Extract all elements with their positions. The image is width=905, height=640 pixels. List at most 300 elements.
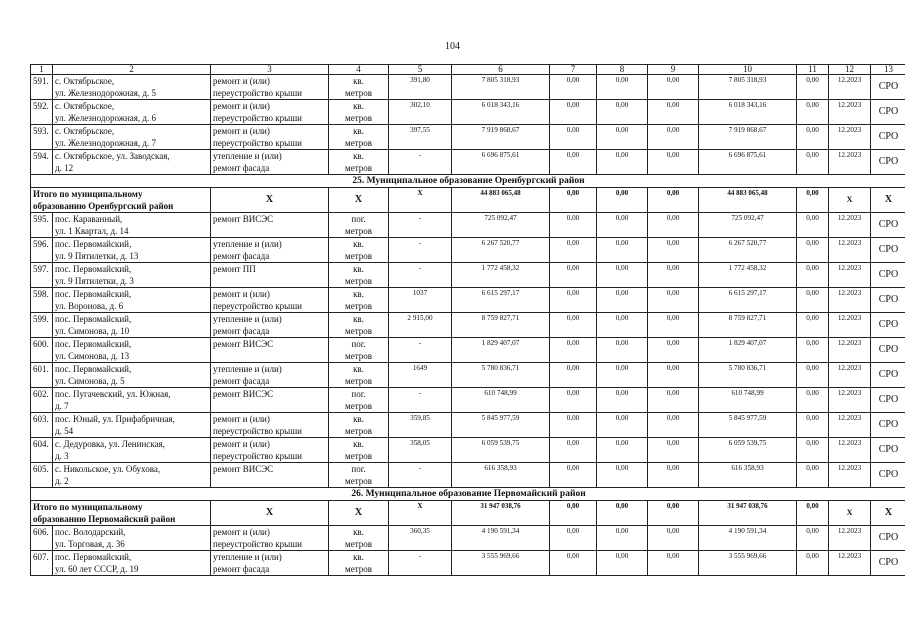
section-title-row <box>31 175 905 188</box>
table-row <box>31 125 905 150</box>
fund-col11-cell: 0,00 <box>797 338 829 363</box>
total-cost-cell: 4 190 591,34 <box>452 526 550 551</box>
method-cell: СРО <box>871 263 905 288</box>
table-row <box>31 551 905 576</box>
x-mark: X <box>329 501 389 526</box>
x-mark: X <box>329 188 389 213</box>
section-col10: 44 883 065,48 <box>699 188 797 213</box>
address-cell-line: д. 12 <box>55 163 74 173</box>
work-type-cell <box>211 338 329 363</box>
unit-cell <box>329 75 389 100</box>
total-cost-cell: 610 748,99 <box>452 388 550 413</box>
completion-date-cell: 12.2023 <box>829 338 871 363</box>
address-cell <box>53 263 211 288</box>
fund-col7-cell: 0,00 <box>550 288 597 313</box>
table-row <box>31 288 905 313</box>
x-mark: X <box>389 501 452 526</box>
unit-cell-line: кв. <box>353 289 364 299</box>
address-cell <box>53 338 211 363</box>
work-type-cell <box>211 413 329 438</box>
unit-cell <box>329 438 389 463</box>
x-mark: X <box>211 501 329 526</box>
total-cost-cell: 616 358,93 <box>452 463 550 488</box>
section-col9: 0,00 <box>648 188 699 213</box>
address-cell-line: пос. Первомайский, <box>55 364 132 374</box>
table-row <box>31 313 905 338</box>
address-cell-line: пос. Юный, ул. Прифабричная, <box>55 414 175 424</box>
work-type-cell-line: переустройство крыши <box>213 301 302 311</box>
column-number-header: 12 <box>829 65 871 75</box>
unit-cell-line: пог. <box>351 464 366 474</box>
fund-col11-cell: 0,00 <box>797 551 829 576</box>
unit-cell <box>329 100 389 125</box>
work-type-cell-line: ремонт и (или) <box>213 76 270 86</box>
work-type-cell <box>211 263 329 288</box>
section-total-cost: 44 883 065,48 <box>452 188 550 213</box>
method-cell: СРО <box>871 338 905 363</box>
method-cell: СРО <box>871 413 905 438</box>
fund-col7-cell: 0,00 <box>550 413 597 438</box>
address-cell-line: ул. Симонова, д. 5 <box>55 376 125 386</box>
unit-cell-line: кв. <box>353 126 364 136</box>
work-type-cell-line: утепление и (или) <box>213 552 282 562</box>
unit-cell <box>329 363 389 388</box>
address-cell-line: пос. Первомайский, <box>55 289 132 299</box>
fund-col8-cell: 0,00 <box>597 413 648 438</box>
method-cell: СРО <box>871 100 905 125</box>
unit-cell-line: пог. <box>351 389 366 399</box>
unit-cell <box>329 150 389 175</box>
table-row <box>31 526 905 551</box>
unit-cell <box>329 263 389 288</box>
fund-col9-cell: 0,00 <box>648 150 699 175</box>
address-cell-line: ул. Железнодорожная, д. 6 <box>55 113 157 123</box>
address-cell-line: пос. Первомайский, <box>55 339 132 349</box>
fund-col10-cell: 6 267 520,77 <box>699 238 797 263</box>
work-type-cell-line: утепление и (или) <box>213 239 282 249</box>
fund-col9-cell: 0,00 <box>648 463 699 488</box>
fund-col8-cell: 0,00 <box>597 125 648 150</box>
fund-col10-cell: 1 829 407,07 <box>699 338 797 363</box>
table-row <box>31 438 905 463</box>
quantity-cell: 1649 <box>389 363 452 388</box>
fund-col9-cell: 0,00 <box>648 526 699 551</box>
address-cell <box>53 388 211 413</box>
fund-col8-cell: 0,00 <box>597 100 648 125</box>
work-type-cell <box>211 551 329 576</box>
unit-cell-line: кв. <box>353 527 364 537</box>
fund-col9-cell: 0,00 <box>648 388 699 413</box>
fund-col11-cell: 0,00 <box>797 388 829 413</box>
unit-cell-line: кв. <box>353 314 364 324</box>
fund-col8-cell: 0,00 <box>597 313 648 338</box>
unit-cell-line: кв. <box>353 439 364 449</box>
method-cell: СРО <box>871 75 905 100</box>
unit-cell-line: метров <box>345 351 372 361</box>
fund-col8-cell: 0,00 <box>597 75 648 100</box>
fund-col10-cell: 7 805 318,93 <box>699 75 797 100</box>
row-number: 603. <box>31 413 53 438</box>
address-cell-line: пос. Первомайский, <box>55 264 132 274</box>
row-number: 604. <box>31 438 53 463</box>
address-cell <box>53 413 211 438</box>
work-type-cell <box>211 213 329 238</box>
address-cell-line: пос. Первомайский, <box>55 314 132 324</box>
unit-cell-line: метров <box>345 564 372 574</box>
fund-col7-cell: 0,00 <box>550 75 597 100</box>
section-col7: 0,00 <box>550 188 597 213</box>
total-cost-cell: 8 759 827,71 <box>452 313 550 338</box>
method-cell: СРО <box>871 150 905 175</box>
work-type-cell-line: переустройство крыши <box>213 113 302 123</box>
unit-cell-line: кв. <box>353 264 364 274</box>
work-type-cell-line: ремонт и (или) <box>213 126 270 136</box>
section-col9: 0,00 <box>648 501 699 526</box>
address-cell-line: ул. 9 Пятилетки, д. 3 <box>55 276 134 286</box>
completion-date-cell: 12.2023 <box>829 313 871 338</box>
completion-date-cell: 12.2023 <box>829 213 871 238</box>
address-cell <box>53 75 211 100</box>
work-type-cell-line: переустройство крыши <box>213 88 302 98</box>
quantity-cell: 358,05 <box>389 438 452 463</box>
work-type-cell-line: ремонт фасада <box>213 163 270 173</box>
table-row <box>31 463 905 488</box>
column-number-header: 11 <box>797 65 829 75</box>
work-type-cell-line: переустройство крыши <box>213 426 302 436</box>
work-type-cell-line: ремонт фасада <box>213 251 270 261</box>
unit-cell-line: метров <box>345 451 372 461</box>
unit-cell-line: метров <box>345 401 372 411</box>
unit-cell-line: метров <box>345 539 372 549</box>
address-cell-line: д. 54 <box>55 426 74 436</box>
unit-cell <box>329 551 389 576</box>
work-type-cell-line: ремонт фасада <box>213 326 270 336</box>
fund-col8-cell: 0,00 <box>597 288 648 313</box>
address-cell-line: пос. Володарский, <box>55 527 126 537</box>
unit-cell-line: метров <box>345 113 372 123</box>
unit-cell-line: пог. <box>351 339 366 349</box>
row-number: 606. <box>31 526 53 551</box>
unit-cell-line: метров <box>345 163 372 173</box>
fund-col8-cell: 0,00 <box>597 213 648 238</box>
fund-col11-cell: 0,00 <box>797 150 829 175</box>
section-col10: 31 947 038,76 <box>699 501 797 526</box>
total-label-line: Итого по муниципальному <box>33 502 143 512</box>
completion-date-cell: 12.2023 <box>829 438 871 463</box>
column-number-header: 7 <box>550 65 597 75</box>
capital-repair-table <box>30 64 905 576</box>
work-type-cell-line: ремонт фасада <box>213 564 270 574</box>
work-type-cell-line: утепление и (или) <box>213 151 282 161</box>
method-cell: СРО <box>871 213 905 238</box>
total-label <box>31 188 211 213</box>
method-cell: СРО <box>871 438 905 463</box>
unit-cell-line: метров <box>345 226 372 236</box>
row-number: 593. <box>31 125 53 150</box>
work-type-cell <box>211 288 329 313</box>
address-cell <box>53 463 211 488</box>
unit-cell-line: метров <box>345 376 372 386</box>
fund-col11-cell: 0,00 <box>797 413 829 438</box>
work-type-cell-line: ремонт и (или) <box>213 439 270 449</box>
work-type-cell <box>211 438 329 463</box>
column-number-row <box>31 65 905 75</box>
address-cell-line: с. Никольское, ул. Обухова, <box>55 464 161 474</box>
quantity-cell: 391,80 <box>389 75 452 100</box>
method-cell: СРО <box>871 363 905 388</box>
address-cell-line: ул. 9 Пятилетки, д. 13 <box>55 251 139 261</box>
section-col8: 0,00 <box>597 188 648 213</box>
fund-col7-cell: 0,00 <box>550 438 597 463</box>
work-type-cell <box>211 388 329 413</box>
total-label <box>31 501 211 526</box>
fund-col9-cell: 0,00 <box>648 313 699 338</box>
total-cost-cell: 6 018 343,16 <box>452 100 550 125</box>
method-cell: СРО <box>871 313 905 338</box>
method-cell: СРО <box>871 526 905 551</box>
work-type-cell <box>211 313 329 338</box>
fund-col7-cell: 0,00 <box>550 125 597 150</box>
completion-date-cell: 12.2023 <box>829 388 871 413</box>
section-total-cost: 31 947 038,76 <box>452 501 550 526</box>
fund-col7-cell: 0,00 <box>550 551 597 576</box>
column-number-header: 6 <box>452 65 550 75</box>
work-type-cell-line: ремонт и (или) <box>213 414 270 424</box>
total-cost-cell: 7 919 868,67 <box>452 125 550 150</box>
fund-col11-cell: 0,00 <box>797 463 829 488</box>
unit-cell <box>329 238 389 263</box>
table-row <box>31 263 905 288</box>
unit-cell-line: метров <box>345 276 372 286</box>
fund-col7-cell: 0,00 <box>550 463 597 488</box>
fund-col10-cell: 610 748,99 <box>699 388 797 413</box>
fund-col9-cell: 0,00 <box>648 213 699 238</box>
total-cost-cell: 7 805 318,93 <box>452 75 550 100</box>
fund-col9-cell: 0,00 <box>648 75 699 100</box>
fund-col8-cell: 0,00 <box>597 388 648 413</box>
quantity-cell: 397,55 <box>389 125 452 150</box>
fund-col9-cell: 0,00 <box>648 238 699 263</box>
row-number: 598. <box>31 288 53 313</box>
unit-cell-line: метров <box>345 251 372 261</box>
unit-cell <box>329 526 389 551</box>
row-number: 592. <box>31 100 53 125</box>
table-row <box>31 238 905 263</box>
address-cell <box>53 288 211 313</box>
work-type-cell-line: переустройство крыши <box>213 539 302 549</box>
address-cell-line: с. Октябрьское, <box>55 101 115 111</box>
row-number: 605. <box>31 463 53 488</box>
completion-date-cell: 12.2023 <box>829 526 871 551</box>
method-cell: СРО <box>871 238 905 263</box>
quantity-cell: - <box>389 150 452 175</box>
completion-date-cell: 12.2023 <box>829 288 871 313</box>
section-title: 26. Муниципальное образование Первомайский район <box>31 488 905 501</box>
quantity-cell: 359,85 <box>389 413 452 438</box>
section-title-row <box>31 488 905 501</box>
unit-cell-line: кв. <box>353 76 364 86</box>
table-row <box>31 388 905 413</box>
total-cost-cell: 6 615 297,17 <box>452 288 550 313</box>
address-cell-line: пос. Первомайский, <box>55 552 132 562</box>
quantity-cell: - <box>389 463 452 488</box>
work-type-cell-line: утепление и (или) <box>213 314 282 324</box>
unit-cell <box>329 463 389 488</box>
table-row <box>31 363 905 388</box>
fund-col11-cell: 0,00 <box>797 213 829 238</box>
address-cell <box>53 438 211 463</box>
completion-date-cell: 12.2023 <box>829 263 871 288</box>
fund-col9-cell: 0,00 <box>648 438 699 463</box>
total-label-line: Итого по муниципальному <box>33 189 143 199</box>
address-cell-line: с. Октябрьское, ул. Заводская, <box>55 151 170 161</box>
work-type-cell-line: ремонт фасада <box>213 376 270 386</box>
fund-col10-cell: 7 919 868,67 <box>699 125 797 150</box>
fund-col9-cell: 0,00 <box>648 551 699 576</box>
fund-col8-cell: 0,00 <box>597 363 648 388</box>
fund-col10-cell: 725 092,47 <box>699 213 797 238</box>
completion-date-cell: 12.2023 <box>829 100 871 125</box>
unit-cell-line: кв. <box>353 414 364 424</box>
column-number-header: 2 <box>53 65 211 75</box>
completion-date-cell: 12.2023 <box>829 150 871 175</box>
address-cell <box>53 363 211 388</box>
row-number: 600. <box>31 338 53 363</box>
total-cost-cell: 6 267 520,77 <box>452 238 550 263</box>
table-body <box>31 65 905 576</box>
fund-col10-cell: 6 018 343,16 <box>699 100 797 125</box>
completion-date-cell: 12.2023 <box>829 551 871 576</box>
fund-col7-cell: 0,00 <box>550 100 597 125</box>
method-cell: СРО <box>871 551 905 576</box>
fund-col10-cell: 6 696 875,61 <box>699 150 797 175</box>
table-row <box>31 150 905 175</box>
fund-col11-cell: 0,00 <box>797 438 829 463</box>
unit-cell-line: метров <box>345 426 372 436</box>
quantity-cell: - <box>389 551 452 576</box>
fund-col9-cell: 0,00 <box>648 288 699 313</box>
quantity-cell: 360,35 <box>389 526 452 551</box>
fund-col7-cell: 0,00 <box>550 213 597 238</box>
completion-date-cell: 12.2023 <box>829 363 871 388</box>
section-col8: 0,00 <box>597 501 648 526</box>
completion-date-cell: 12.2023 <box>829 238 871 263</box>
work-type-cell-line: переустройство крыши <box>213 451 302 461</box>
fund-col11-cell: 0,00 <box>797 288 829 313</box>
x-mark: X <box>871 188 905 213</box>
address-cell-line: д. 7 <box>55 401 69 411</box>
address-cell-line: д. 3 <box>55 451 69 461</box>
unit-cell-line: кв. <box>353 364 364 374</box>
fund-col10-cell: 5 845 977,59 <box>699 413 797 438</box>
row-number: 595. <box>31 213 53 238</box>
address-cell-line: пос. Пугачевский, ул. Южная, <box>55 389 171 399</box>
address-cell-line: ул. Воронова, д. 6 <box>55 301 124 311</box>
work-type-cell <box>211 75 329 100</box>
section-total-row <box>31 188 905 213</box>
fund-col9-cell: 0,00 <box>648 413 699 438</box>
address-cell <box>53 100 211 125</box>
fund-col8-cell: 0,00 <box>597 551 648 576</box>
row-number: 601. <box>31 363 53 388</box>
unit-cell <box>329 213 389 238</box>
table-row <box>31 100 905 125</box>
fund-col11-cell: 0,00 <box>797 100 829 125</box>
page-number: 104 <box>445 41 460 52</box>
fund-col11-cell: 0,00 <box>797 526 829 551</box>
quantity-cell: - <box>389 263 452 288</box>
fund-col8-cell: 0,00 <box>597 463 648 488</box>
table-row <box>31 75 905 100</box>
table-row <box>31 338 905 363</box>
column-number-header: 10 <box>699 65 797 75</box>
row-number: 602. <box>31 388 53 413</box>
address-cell-line: ул. Симонова, д. 13 <box>55 351 130 361</box>
work-type-cell-line: ремонт ВИСЭС <box>213 214 274 224</box>
address-cell-line: пос. Первомайский, <box>55 239 132 249</box>
completion-date-cell: 12.2023 <box>829 413 871 438</box>
fund-col11-cell: 0,00 <box>797 238 829 263</box>
fund-col11-cell: 0,00 <box>797 125 829 150</box>
column-number-header: 1 <box>31 65 53 75</box>
fund-col7-cell: 0,00 <box>550 388 597 413</box>
fund-col9-cell: 0,00 <box>648 263 699 288</box>
address-cell-line: ул. Симонова, д. 10 <box>55 326 130 336</box>
fund-col8-cell: 0,00 <box>597 438 648 463</box>
unit-cell <box>329 288 389 313</box>
work-type-cell-line: ремонт ВИСЭС <box>213 389 274 399</box>
fund-col10-cell: 6 059 539,75 <box>699 438 797 463</box>
column-number-header: 5 <box>389 65 452 75</box>
work-type-cell-line: ремонт и (или) <box>213 289 270 299</box>
work-type-cell <box>211 463 329 488</box>
unit-cell-line: метров <box>345 476 372 486</box>
x-mark: X <box>829 501 871 526</box>
address-cell-line: с. Октябрьское, <box>55 126 115 136</box>
fund-col8-cell: 0,00 <box>597 338 648 363</box>
completion-date-cell: 12.2023 <box>829 75 871 100</box>
fund-col11-cell: 0,00 <box>797 75 829 100</box>
work-type-cell-line: ремонт ПП <box>213 264 256 274</box>
work-type-cell-line: переустройство крыши <box>213 138 302 148</box>
work-type-cell <box>211 526 329 551</box>
method-cell: СРО <box>871 463 905 488</box>
fund-col9-cell: 0,00 <box>648 338 699 363</box>
quantity-cell: 2 915,00 <box>389 313 452 338</box>
completion-date-cell: 12.2023 <box>829 463 871 488</box>
quantity-cell: 302,10 <box>389 100 452 125</box>
unit-cell-line: кв. <box>353 239 364 249</box>
fund-col7-cell: 0,00 <box>550 313 597 338</box>
column-number-header: 13 <box>871 65 905 75</box>
quantity-cell: - <box>389 338 452 363</box>
address-cell-line: ул. 60 лет СССР, д. 19 <box>55 564 139 574</box>
address-cell-line: с. Октябрьское, <box>55 76 115 86</box>
row-number: 594. <box>31 150 53 175</box>
fund-col8-cell: 0,00 <box>597 263 648 288</box>
table-row <box>31 213 905 238</box>
fund-col11-cell: 0,00 <box>797 363 829 388</box>
total-cost-cell: 1 772 458,32 <box>452 263 550 288</box>
work-type-cell-line: утепление и (или) <box>213 364 282 374</box>
fund-col7-cell: 0,00 <box>550 238 597 263</box>
fund-col11-cell: 0,00 <box>797 313 829 338</box>
fund-col7-cell: 0,00 <box>550 526 597 551</box>
fund-col10-cell: 5 780 836,71 <box>699 363 797 388</box>
address-cell <box>53 125 211 150</box>
total-cost-cell: 1 829 407,07 <box>452 338 550 363</box>
unit-cell <box>329 313 389 338</box>
